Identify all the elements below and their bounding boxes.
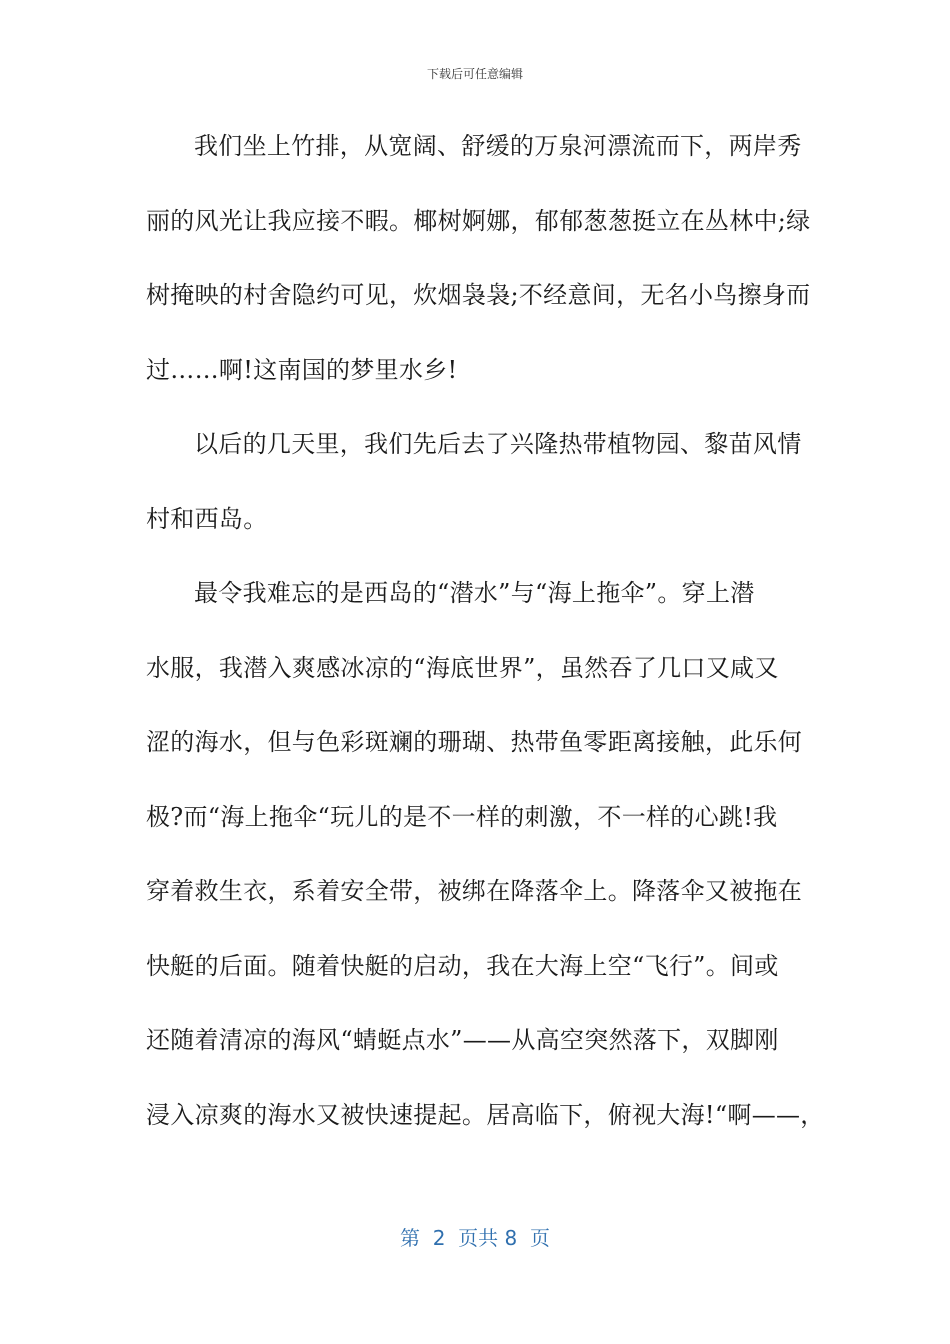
paragraph-line: 快艇的后面。随着快艇的启动，我在大海上空“飞行”。间或 bbox=[146, 951, 779, 980]
paragraph-line: 涩的海水，但与色彩斑斓的珊瑚、热带鱼零距离接触，此乐何 bbox=[146, 728, 803, 756]
paragraph-line: 极?而“海上拖伞“玩儿的是不一样的刺激，不一样的心跳!我 bbox=[146, 802, 778, 831]
page-number-footer: 第 2 页共 8 页 bbox=[400, 1226, 550, 1250]
paragraph-line: 过……啊!这南国的梦里水乡! bbox=[146, 355, 458, 384]
paragraph-line: 穿着救生衣，系着安全带，被绑在降落伞上。降落伞又被拖在 bbox=[146, 877, 803, 905]
paragraph-line: 我们坐上竹排，从宽阔、舒缓的万泉河漂流而下，两岸秀 bbox=[194, 132, 802, 160]
paragraph-line: 丽的风光让我应接不暇。椰树婀娜，郁郁葱葱挺立在丛林中;绿 bbox=[146, 206, 811, 235]
paragraph-line: 树掩映的村舍隐约可见，炊烟袅袅;不经意间，无名小鸟擦身而 bbox=[146, 281, 811, 309]
paragraph-line: 还随着清凉的海风“蜻蜓点水”——从高空突然落下，双脚刚 bbox=[146, 1026, 779, 1054]
paragraph-line: 水服，我潜入爽感冰凉的“海底世界”，虽然吞了几口又咸又 bbox=[146, 653, 779, 682]
body-text bbox=[146, 124, 825, 1167]
paragraph-line: 浸入凉爽的海水又被快速提起。居高临下，俯视大海!“啊——， bbox=[146, 1100, 825, 1129]
page-header: 下载后可任意编辑 bbox=[426, 67, 523, 81]
paragraph-line: 以后的几天里，我们先后去了兴隆热带植物园、黎苗风情 bbox=[194, 430, 802, 458]
paragraph-line: 最令我难忘的是西岛的“潜水”与“海上拖伞”。穿上潜 bbox=[194, 579, 755, 607]
paragraph-line: 村和西岛。 bbox=[146, 504, 268, 533]
